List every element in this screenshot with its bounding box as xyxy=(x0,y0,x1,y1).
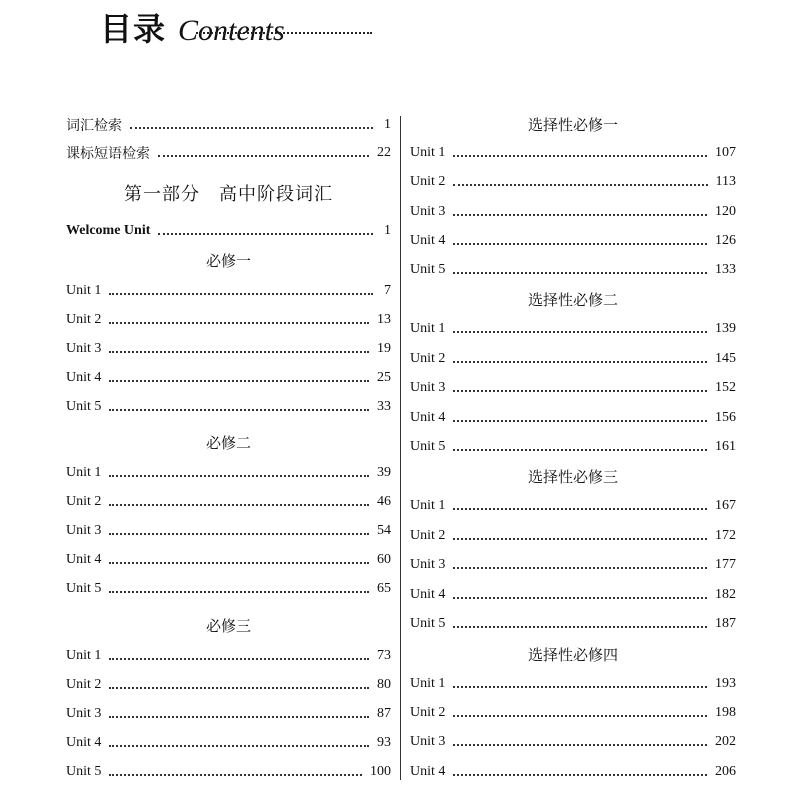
toc-entry-page-number: 1 xyxy=(384,223,391,238)
toc-entry-label: Unit 4 xyxy=(410,587,446,602)
toc-entry[interactable] xyxy=(410,584,736,606)
dot-leader xyxy=(453,262,707,274)
toc-entry-label: Unit 1 xyxy=(66,465,102,480)
dot-leader xyxy=(109,494,369,506)
toc-entry-page-number: 172 xyxy=(715,528,736,543)
toc-entry-page-number: 202 xyxy=(715,734,736,749)
dot-leader xyxy=(109,283,373,295)
toc-entry-page-number: 46 xyxy=(377,494,391,509)
toc-entry-page-number: 19 xyxy=(377,341,391,356)
toc-entry-page-number: 198 xyxy=(715,705,736,720)
toc-entry[interactable] xyxy=(410,495,736,517)
dot-leader xyxy=(453,528,707,540)
page-title xyxy=(100,4,285,48)
dot-leader xyxy=(109,552,369,564)
toc-entry[interactable] xyxy=(410,525,736,547)
toc-entry-label: Welcome Unit xyxy=(66,223,151,238)
section-heading: 选择性必修二 xyxy=(527,291,618,309)
toc-entry[interactable] xyxy=(66,396,391,418)
toc-entry-label: Unit 4 xyxy=(410,764,446,779)
toc-entry[interactable] xyxy=(410,318,736,340)
toc-entry-page-number: 177 xyxy=(715,557,736,572)
toc-entry-label: Unit 1 xyxy=(410,145,446,160)
toc-entry[interactable] xyxy=(410,230,736,252)
toc-entry[interactable] xyxy=(66,674,391,696)
dot-leader xyxy=(158,145,369,157)
toc-entry-page-number: 93 xyxy=(377,735,391,750)
toc-entry-label: Unit 3 xyxy=(410,734,446,749)
toc-entry[interactable] xyxy=(66,520,391,542)
title-chinese: 目录 xyxy=(100,10,167,48)
toc-entry[interactable] xyxy=(410,171,736,193)
toc-entry-page-number: 7 xyxy=(384,283,391,298)
toc-entry[interactable] xyxy=(410,201,736,223)
toc-entry-label: Unit 2 xyxy=(66,494,102,509)
toc-entry-page-number: 100 xyxy=(370,764,391,779)
toc-entry-label: Unit 5 xyxy=(66,764,102,779)
dot-leader xyxy=(109,677,369,689)
toc-entry-page-number: 107 xyxy=(715,145,736,160)
toc-entry-page-number: 22 xyxy=(377,145,391,160)
toc-entry-page-number: 60 xyxy=(377,552,391,567)
toc-entry-label: Unit 2 xyxy=(410,705,446,720)
toc-entry-label: Unit 1 xyxy=(66,648,102,663)
dot-leader xyxy=(453,410,707,422)
section-heading: 第一部分 高中阶段词汇 xyxy=(124,184,333,205)
toc-entry-label: Unit 3 xyxy=(410,557,446,572)
toc-entry-page-number: 73 xyxy=(377,648,391,663)
toc-entry-label: 词汇检索 xyxy=(66,118,122,134)
toc-entry-page-number: 145 xyxy=(715,351,736,366)
toc-entry[interactable] xyxy=(410,761,736,783)
toc-entry-page-number: 39 xyxy=(377,465,391,480)
toc-entry-label: Unit 5 xyxy=(410,616,446,631)
dot-leader xyxy=(109,370,369,382)
toc-entry[interactable] xyxy=(410,554,736,576)
toc-entry[interactable] xyxy=(410,702,736,724)
dot-leader xyxy=(453,587,707,599)
toc-entry[interactable] xyxy=(410,436,736,458)
title-dotted-rule xyxy=(196,32,372,34)
toc-entry[interactable] xyxy=(410,259,736,281)
section-heading: 选择性必修四 xyxy=(527,646,618,664)
toc-entry-label: Unit 3 xyxy=(410,204,446,219)
toc-entry-page-number: 1 xyxy=(384,117,391,132)
toc-entry-page-number: 120 xyxy=(715,204,736,219)
toc-entry-page-number: 193 xyxy=(715,676,736,691)
dot-leader xyxy=(109,399,369,411)
dot-leader xyxy=(109,648,369,660)
toc-entry[interactable] xyxy=(66,462,391,484)
dot-leader xyxy=(109,523,369,535)
toc-entry[interactable] xyxy=(66,761,391,783)
section-heading: 必修三 xyxy=(205,617,251,635)
toc-entry-label: Unit 2 xyxy=(410,351,446,366)
toc-entry-page-number: 187 xyxy=(715,616,736,631)
toc-entry-label: Unit 3 xyxy=(66,523,102,538)
dot-leader xyxy=(130,117,373,129)
toc-entry-label: Unit 4 xyxy=(66,735,102,750)
dot-leader xyxy=(453,705,707,717)
toc-entry-label: Unit 1 xyxy=(410,498,446,513)
toc-entry[interactable] xyxy=(410,613,736,635)
toc-entry-label: Unit 2 xyxy=(410,528,446,543)
toc-entry-label: Unit 1 xyxy=(410,321,446,336)
toc-entry-page-number: 25 xyxy=(377,370,391,385)
toc-entry-page-number: 133 xyxy=(715,262,736,277)
toc-entry[interactable] xyxy=(66,338,391,360)
dot-leader xyxy=(453,233,707,245)
toc-entry[interactable] xyxy=(66,645,391,667)
dot-leader xyxy=(453,351,707,363)
toc-entry-label: Unit 2 xyxy=(410,174,446,189)
dot-leader xyxy=(109,735,369,747)
toc-entry-label: Unit 5 xyxy=(66,581,102,596)
section-heading: 选择性必修一 xyxy=(527,116,618,134)
toc-entry[interactable] xyxy=(66,142,391,164)
toc-entry[interactable] xyxy=(66,367,391,389)
toc-entry[interactable] xyxy=(66,309,391,331)
toc-entry-page-number: 167 xyxy=(715,498,736,513)
dot-leader xyxy=(453,321,707,333)
toc-entry-page-number: 87 xyxy=(377,706,391,721)
toc-entry[interactable] xyxy=(66,114,391,136)
toc-entry[interactable] xyxy=(410,348,736,370)
column-divider xyxy=(400,116,401,780)
dot-leader xyxy=(109,581,369,593)
toc-entry-label: Unit 3 xyxy=(66,341,102,356)
section-heading: 必修一 xyxy=(205,252,251,270)
toc-entry-page-number: 206 xyxy=(715,764,736,779)
toc-entry[interactable] xyxy=(410,377,736,399)
dot-leader xyxy=(453,380,707,392)
toc-entry-page-number: 139 xyxy=(715,321,736,336)
toc-entry-page-number: 113 xyxy=(715,174,736,189)
toc-entry-page-number: 152 xyxy=(715,380,736,395)
dot-leader xyxy=(453,734,707,746)
toc-entry-label: 课标短语检索 xyxy=(66,146,150,162)
dot-leader xyxy=(109,706,369,718)
dot-leader xyxy=(109,465,369,477)
dot-leader xyxy=(453,204,707,216)
toc-entry-label: Unit 5 xyxy=(66,399,102,414)
toc-entry-label: Unit 1 xyxy=(410,676,446,691)
toc-entry[interactable] xyxy=(66,491,391,513)
toc-entry-label: Unit 3 xyxy=(66,706,102,721)
toc-entry-label: Unit 5 xyxy=(410,439,446,454)
dot-leader xyxy=(453,676,707,688)
toc-entry-label: Unit 2 xyxy=(66,312,102,327)
section-heading: 必修二 xyxy=(205,434,251,452)
toc-entry-page-number: 161 xyxy=(715,439,736,454)
dot-leader xyxy=(453,557,707,569)
toc-entry[interactable] xyxy=(66,220,391,242)
toc-entry-label: Unit 4 xyxy=(66,370,102,385)
dot-leader xyxy=(453,498,707,510)
dot-leader xyxy=(109,341,369,353)
dot-leader xyxy=(453,616,707,628)
toc-entry-page-number: 33 xyxy=(377,399,391,414)
toc-entry-page-number: 54 xyxy=(377,523,391,538)
toc-entry-page-number: 126 xyxy=(715,233,736,248)
toc-entry[interactable] xyxy=(410,142,736,164)
toc-entry[interactable] xyxy=(66,280,391,302)
toc-entry[interactable] xyxy=(66,578,391,600)
toc-entry-label: Unit 4 xyxy=(66,552,102,567)
dot-leader xyxy=(158,223,373,235)
title-english: Contents xyxy=(178,14,285,47)
toc-entry[interactable] xyxy=(410,407,736,429)
toc-entry-label: Unit 1 xyxy=(66,283,102,298)
toc-entry[interactable] xyxy=(66,732,391,754)
toc-entry[interactable] xyxy=(66,549,391,571)
toc-entry-label: Unit 4 xyxy=(410,233,446,248)
toc-entry-page-number: 182 xyxy=(715,587,736,602)
toc-entry-label: Unit 3 xyxy=(410,380,446,395)
toc-entry-page-number: 13 xyxy=(377,312,391,327)
dot-leader xyxy=(453,764,707,776)
section-heading: 选择性必修三 xyxy=(527,468,618,486)
toc-entry-label: Unit 5 xyxy=(410,262,446,277)
toc-entry-page-number: 80 xyxy=(377,677,391,692)
toc-entry[interactable] xyxy=(410,731,736,753)
toc-entry-page-number: 65 xyxy=(377,581,391,596)
toc-entry-label: Unit 4 xyxy=(410,410,446,425)
dot-leader xyxy=(453,439,707,451)
toc-entry-label: Unit 2 xyxy=(66,677,102,692)
dot-leader xyxy=(109,764,362,776)
dot-leader xyxy=(453,174,707,186)
toc-entry[interactable] xyxy=(66,703,391,725)
toc-entry-page-number: 156 xyxy=(715,410,736,425)
dot-leader xyxy=(109,312,369,324)
toc-entry[interactable] xyxy=(410,673,736,695)
dot-leader xyxy=(453,145,707,157)
